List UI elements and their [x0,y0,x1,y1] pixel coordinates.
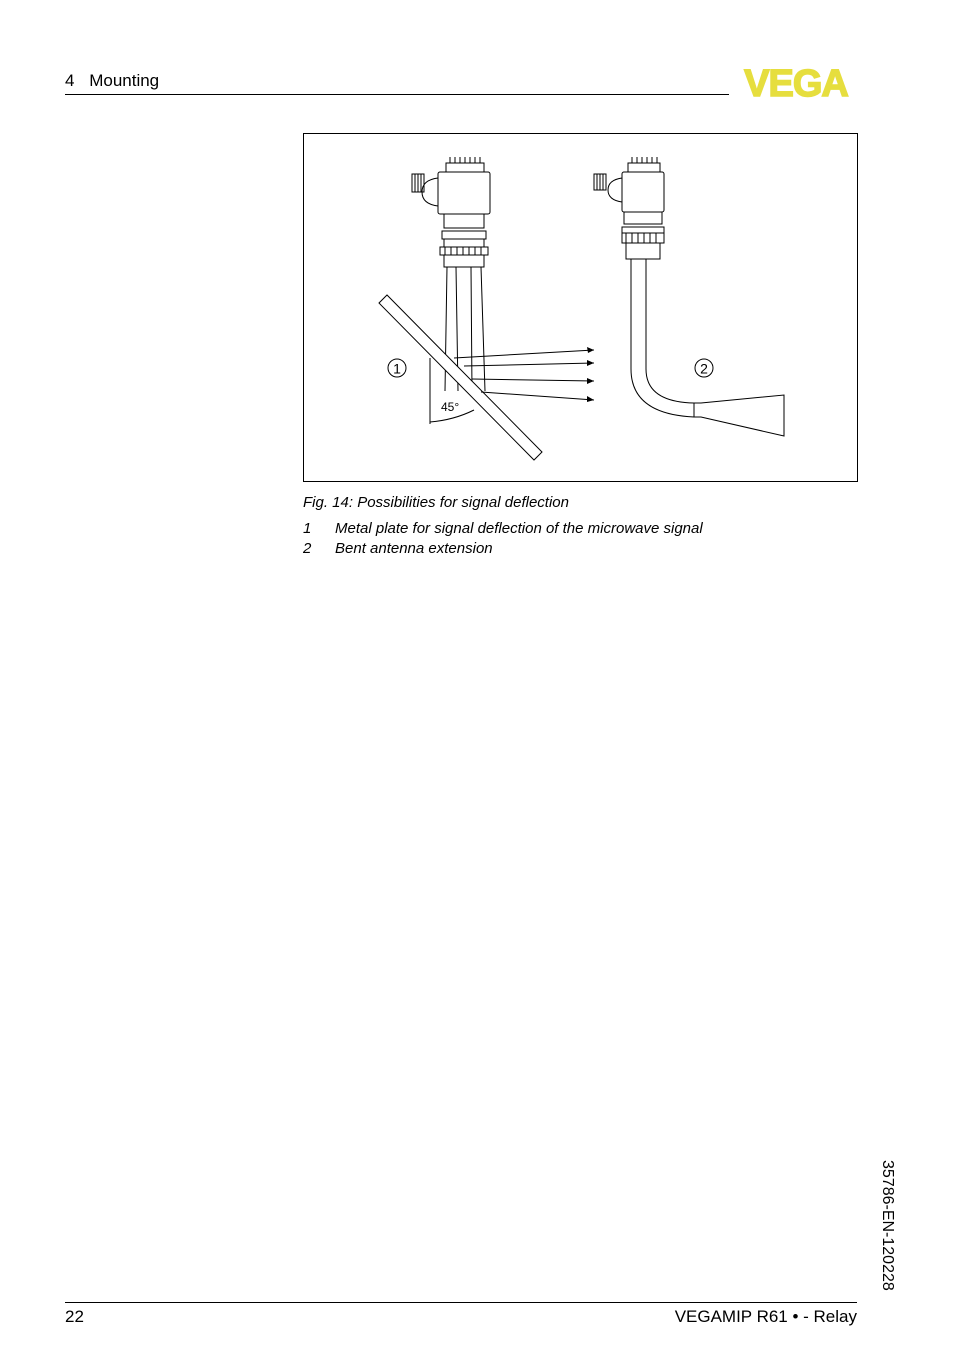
chapter-title: Mounting [89,71,160,90]
footer-rule [65,1302,857,1303]
metal-plate [379,295,542,460]
svg-text:2: 2 [700,360,708,377]
header-rule [65,94,729,95]
callout-2 [695,359,713,377]
document-title: VEGAMIP R61 • - Relay [674,1307,857,1326]
legend-item [303,539,703,559]
document-code: 35786-EN-120228 [879,1160,896,1291]
callout-1 [388,359,406,377]
angle-label: 45° [441,400,460,414]
signal-deflection-diagram [304,134,857,481]
svg-text:1: 1 [393,360,401,377]
figure-frame [303,133,858,482]
bent-antenna-extension [631,259,694,417]
horn-antenna [694,395,784,436]
sensor-housing-1 [412,157,490,391]
figure-legend [303,519,703,559]
legend-number: 1 [303,520,312,537]
chapter-heading [65,71,159,91]
chapter-number: 4 [65,71,75,90]
legend-text: Bent antenna extension [335,540,493,557]
legend-text: Metal plate for signal deflection of the microwave signal [335,520,703,537]
figure-caption: Fig. 14: Possibilities for signal deflection [303,494,569,511]
page-number: 22 [65,1307,84,1326]
logo-text: VEGA [744,64,848,100]
vega-logo [733,64,859,100]
legend-item [303,519,703,539]
legend-number: 2 [303,540,312,557]
sensor-housing-2 [594,157,664,259]
